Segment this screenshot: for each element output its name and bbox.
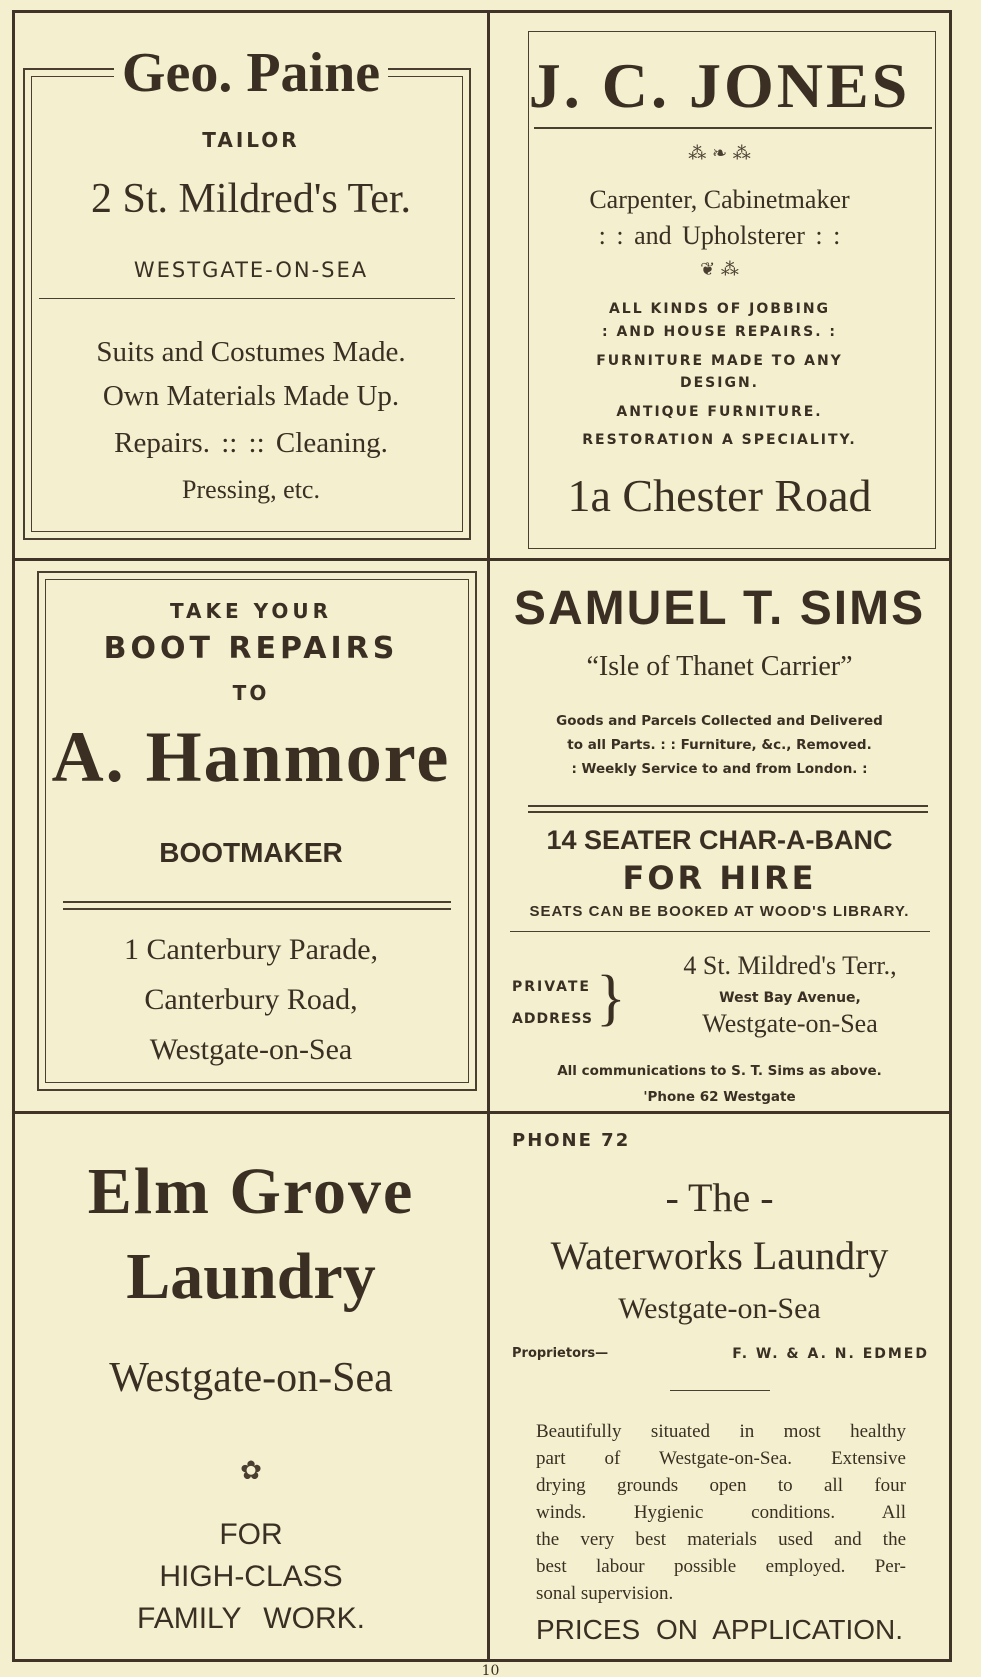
goods-line-2: to all Parts. : : Furniture, &c., Removed. — [567, 737, 872, 753]
goods-line-3: : Weekly Service to and from London. : — [571, 761, 868, 777]
address-line-1: 4 St. Mildred's Terr., — [683, 951, 897, 980]
charabanc: 14 SEATER CHAR-A-BANC — [546, 825, 893, 855]
description-line-4: winds. Hygienic conditions. All — [536, 1502, 906, 1523]
service-line-6: RESTORATION A SPECIALITY. — [582, 432, 857, 448]
description-line-5: the very best materials used and the — [536, 1529, 906, 1550]
family-work: FAMILY WORK. — [137, 1602, 365, 1635]
advertiser-name: Waterworks Laundry — [550, 1233, 889, 1278]
description-line-7: sonal supervision. — [536, 1583, 674, 1604]
advert-page — [12, 10, 952, 1662]
name-line-2: Laundry — [126, 1240, 376, 1313]
town: Westgate-on-Sea — [109, 1355, 393, 1401]
advert-samuel-sims — [490, 561, 949, 1111]
service-line-5: ANTIQUE FURNITURE. — [616, 404, 823, 420]
service-line-3: FURNITURE MADE TO ANY — [596, 353, 843, 369]
divider — [39, 298, 455, 299]
ornament-icon: ⁂ ❧ ⁂ — [688, 143, 751, 164]
description-line-1: Beautifully situated in most healthy — [536, 1421, 906, 1442]
address-label: ADDRESS — [512, 1011, 593, 1027]
page-number: 10 — [481, 1663, 500, 1677]
service-line-1: ALL KINDS OF JOBBING — [608, 301, 831, 317]
advert-jc-jones — [490, 13, 949, 558]
proprietors-names: F. W. & A. N. EDMED — [732, 1346, 929, 1362]
address-line-3: Westgate-on-Sea — [702, 1009, 878, 1038]
advertiser-name: SAMUEL T. SIMS — [513, 582, 926, 635]
address-line-2: West Bay Avenue, — [719, 990, 861, 1006]
service-line-4: DESIGN. — [679, 375, 759, 391]
advert-geo-paine — [15, 13, 487, 558]
trade-label: BOOTMAKER — [159, 837, 343, 868]
for-hire: FOR HIRE — [622, 859, 817, 897]
trade-label: TAILOR — [202, 128, 300, 152]
communications-note: All communications to S. T. Sims as above. — [557, 1063, 882, 1079]
name-line-1: Elm Grove — [87, 1155, 415, 1228]
for: FOR — [219, 1518, 283, 1551]
service-line-2: : AND HOUSE REPAIRS. : — [601, 324, 838, 340]
flower-ornament-icon: ✿ — [240, 1456, 262, 1486]
take-your: TAKE YOUR — [169, 599, 333, 623]
to: TO — [232, 681, 270, 705]
the: - The - — [665, 1175, 774, 1220]
boot-repairs: BOOT REPAIRS — [103, 631, 399, 666]
service-line-3: Repairs. :: :: Cleaning. — [114, 427, 388, 459]
double-rule-bottom — [528, 811, 928, 813]
description-line-2: part of Westgate-on-Sea. Extensive — [536, 1448, 906, 1469]
proprietors-label: Proprietors— — [512, 1346, 609, 1361]
service-line-4: Pressing, etc. — [182, 475, 320, 504]
advert-elm-grove — [15, 1114, 487, 1659]
divider-top — [63, 901, 451, 903]
high-class: HIGH-CLASS — [159, 1560, 343, 1593]
goods-line-1: Goods and Parcels Collected and Delivered — [556, 713, 883, 729]
short-divider — [670, 1390, 770, 1391]
divider — [510, 931, 930, 932]
town: Westgate-on-Sea — [618, 1292, 821, 1325]
tagline: “Isle of Thanet Carrier” — [586, 651, 853, 682]
service-line-1: Suits and Costumes Made. — [96, 336, 406, 368]
advert-waterworks — [490, 1114, 949, 1659]
advertiser-name: A. Hanmore — [51, 717, 451, 797]
phone: PHONE 72 — [512, 1130, 631, 1151]
prices-note: PRICES ON APPLICATION. — [535, 1614, 904, 1645]
private-label: PRIVATE — [512, 979, 591, 995]
divider — [534, 127, 932, 129]
address: 2 St. Mildred's Ter. — [90, 176, 412, 222]
advert-hanmore — [15, 561, 487, 1111]
address-line-3: Westgate-on-Sea — [149, 1033, 353, 1066]
town: WESTGATE-ON-SEA — [133, 258, 369, 282]
ornament-icon: ❦ ⁂ — [700, 259, 739, 280]
seats-note: SEATS CAN BE BOOKED AT WOOD'S LIBRARY. — [529, 903, 910, 920]
address: 1a Chester Road — [567, 470, 872, 521]
service-line-2: Own Materials Made Up. — [102, 380, 400, 412]
address-line-2: Canterbury Road, — [144, 983, 358, 1016]
address-line-1: 1 Canterbury Parade, — [123, 933, 379, 966]
trade-line-2: : : and Upholsterer : : — [598, 221, 841, 250]
advertiser-name: Geo. Paine — [114, 33, 388, 113]
description — [536, 1418, 906, 1607]
brace-icon: } — [596, 964, 626, 1032]
description-line-6: best labour possible employed. Per- — [536, 1556, 906, 1577]
description-line-3: drying grounds open to all four — [536, 1475, 906, 1496]
divider-bottom — [63, 908, 451, 910]
double-rule-top — [528, 805, 928, 807]
phone: 'Phone 62 Westgate — [643, 1089, 796, 1105]
trade-line-1: Carpenter, Cabinetmaker — [589, 185, 850, 214]
advertiser-name: J. C. JONES — [528, 50, 911, 121]
